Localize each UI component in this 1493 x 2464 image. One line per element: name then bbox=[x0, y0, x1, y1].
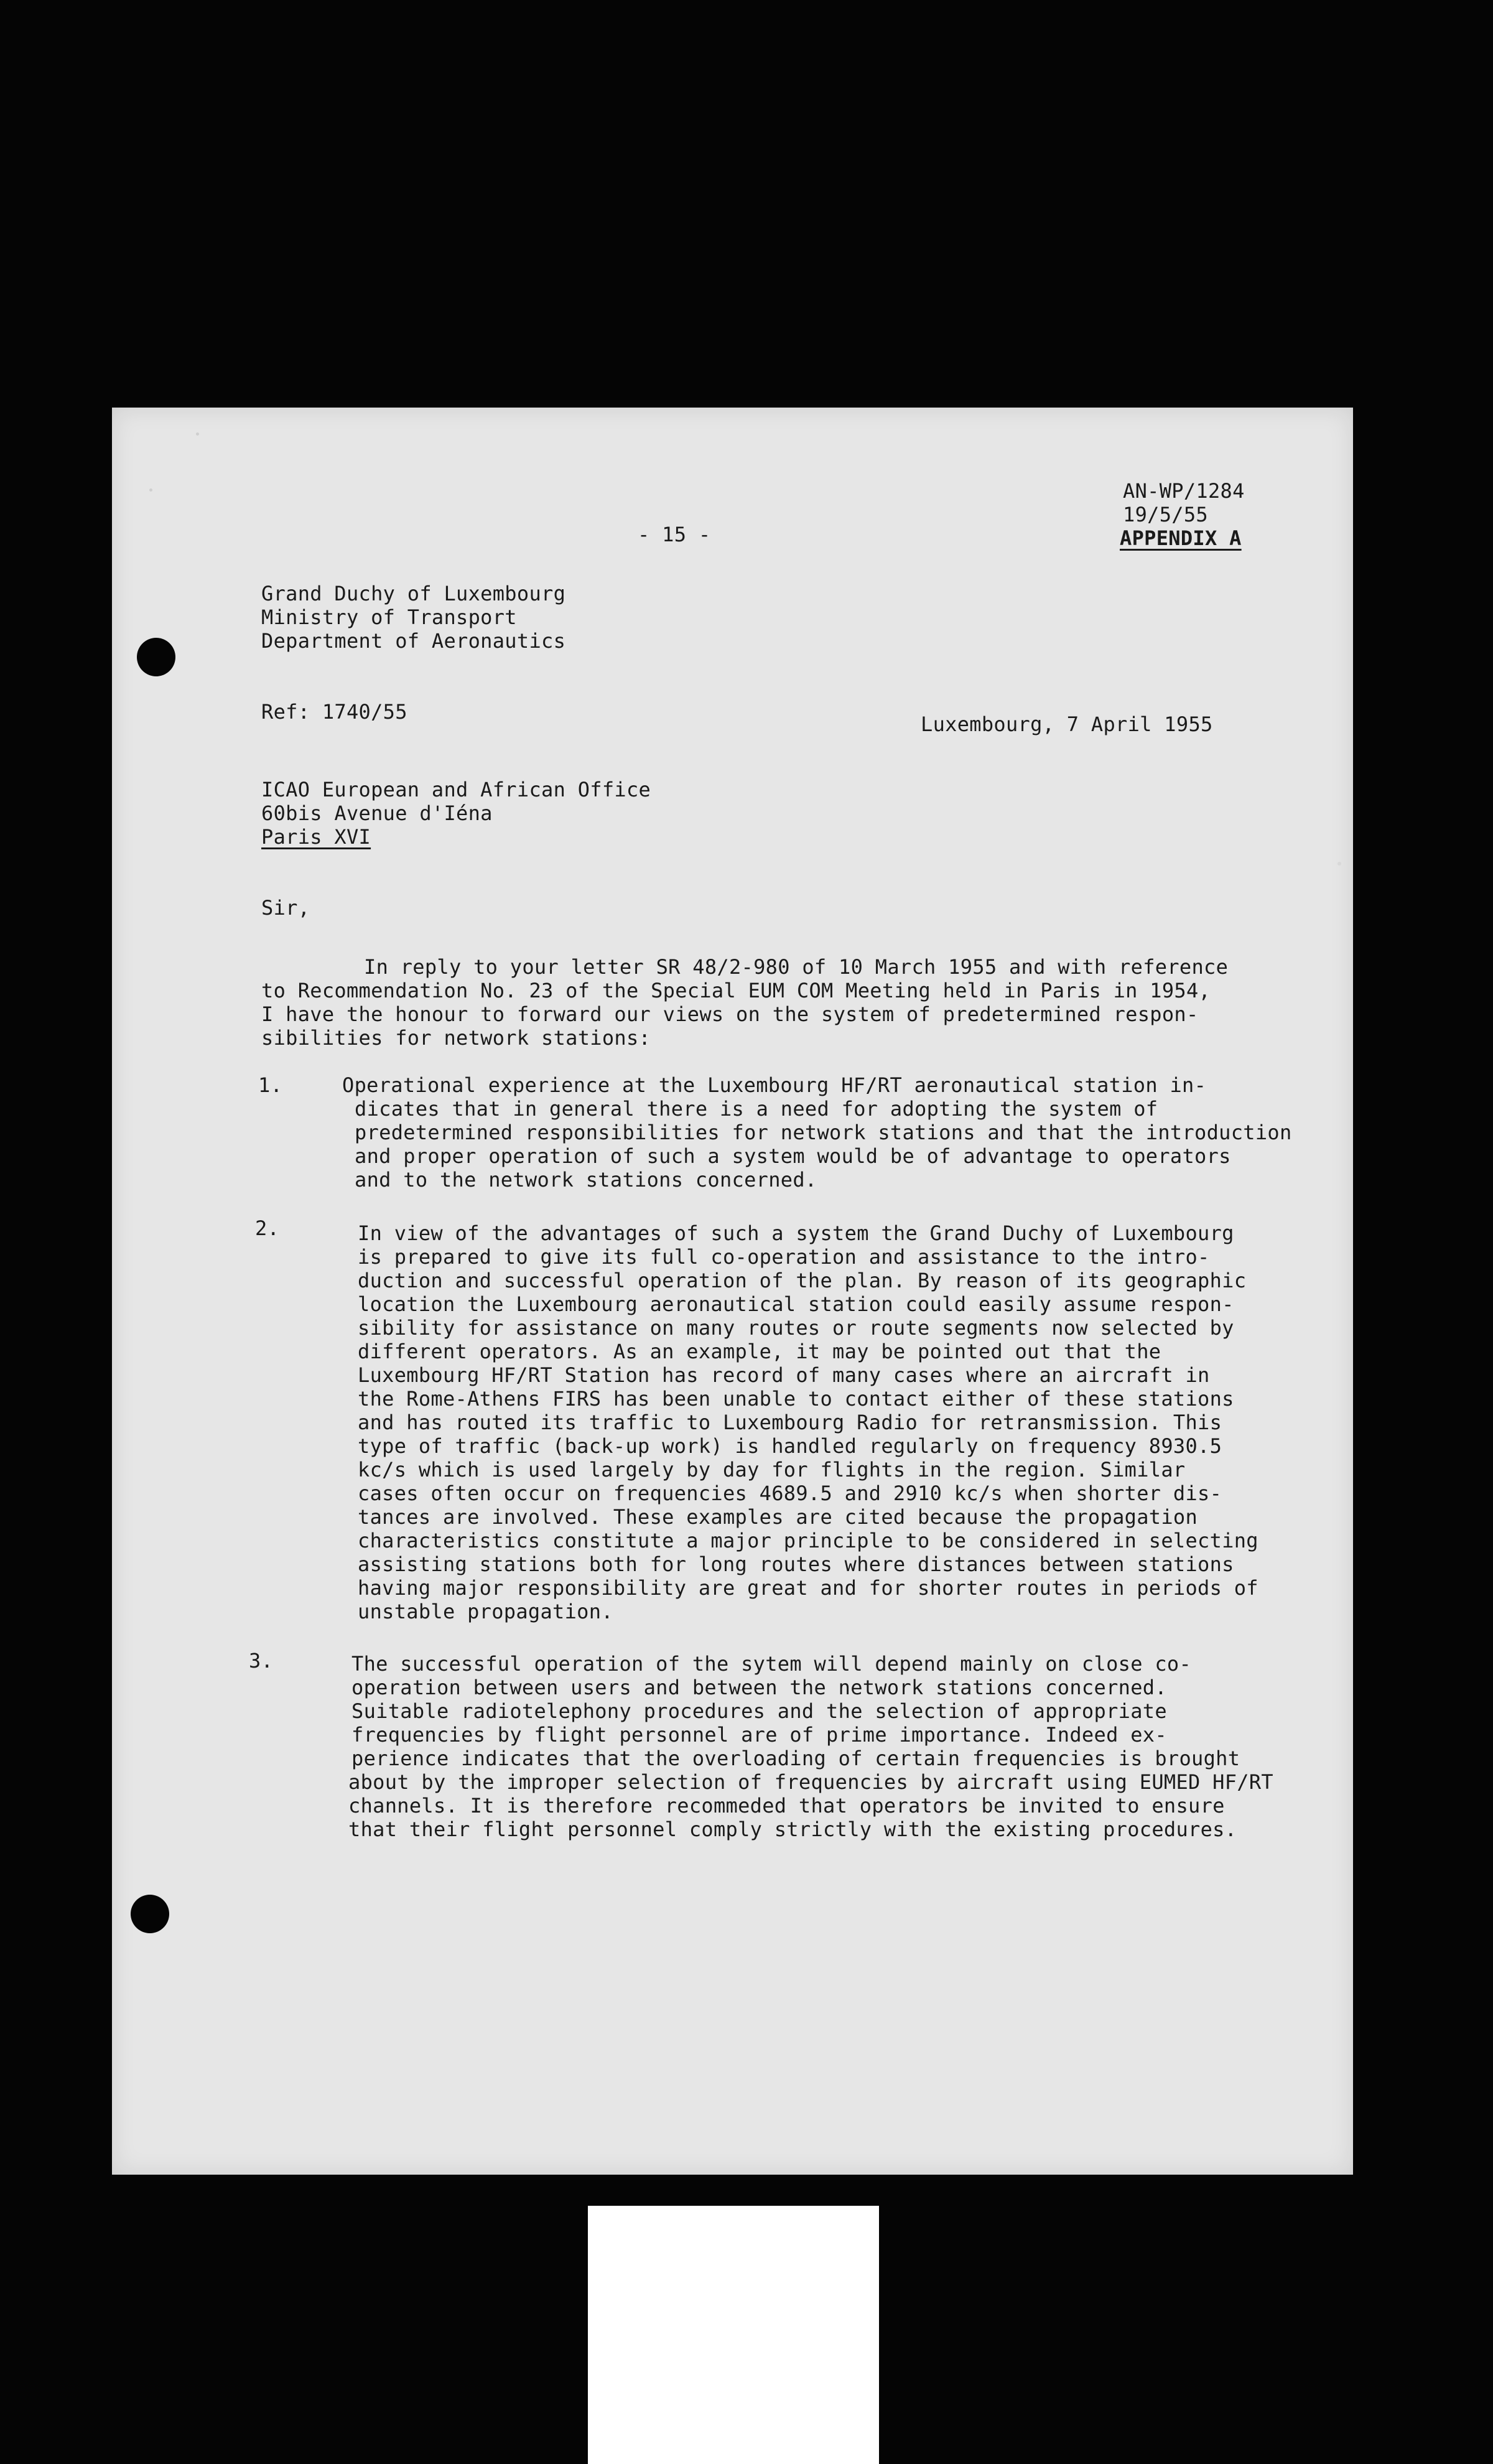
item-line: and proper operation of such a system would be of advantage to operators bbox=[355, 1144, 1231, 1168]
appendix-label: APPENDIX A bbox=[1120, 526, 1242, 550]
place-date: Luxembourg, 7 April 1955 bbox=[921, 712, 1213, 736]
item-line: operation between users and between the network stations concerned. bbox=[351, 1676, 1167, 1699]
document-page bbox=[112, 408, 1353, 2175]
item-line: type of traffic (back-up work) is handled regularly on frequency 8930.5 bbox=[358, 1434, 1222, 1458]
item-number: 1. bbox=[258, 1073, 283, 1097]
item-line: location the Luxembourg aeronautical station could easily assume respon- bbox=[358, 1292, 1234, 1316]
recipient-line-3: Paris XVI bbox=[261, 825, 371, 849]
item-line: having major responsibility are great and for shorter routes in periods of bbox=[358, 1576, 1258, 1600]
item-line: the Rome-Athens FIRS has been unable to contact either of these stations bbox=[358, 1387, 1234, 1411]
item-line: In view of the advantages of such a system the Grand Duchy of Luxembourg bbox=[358, 1221, 1234, 1245]
item-line: kc/s which is used largely by day for flights in the region. Similar bbox=[358, 1458, 1186, 1482]
punch-hole-bottom bbox=[131, 1895, 169, 1933]
item-line: duction and successful operation of the plan. By reason of its geographic bbox=[358, 1269, 1247, 1292]
recipient-line-1: ICAO European and African Office bbox=[261, 778, 651, 801]
item-line: dicates that in general there is a need for adopting the system of bbox=[355, 1097, 1158, 1121]
item-line: characteristics constitute a major principle to be considered in selecting bbox=[358, 1529, 1258, 1552]
sender-line-2: Ministry of Transport bbox=[261, 605, 517, 629]
sender-line-3: Department of Aeronautics bbox=[261, 629, 566, 653]
item-line: Suitable radiotelephony procedures and the selection of appropriate bbox=[351, 1699, 1167, 1723]
color-target-card bbox=[588, 2206, 879, 2464]
item-line: frequencies by flight personnel are of prime importance. Indeed ex- bbox=[351, 1723, 1167, 1747]
item-line: The successful operation of the sytem will depend mainly on close co- bbox=[351, 1652, 1192, 1676]
film-speck bbox=[149, 488, 152, 492]
item-line: and has routed its traffic to Luxembourg Radio for retransmission. This bbox=[358, 1411, 1222, 1434]
doc-reference: AN-WP/1284 bbox=[1123, 479, 1245, 503]
item-line: about by the improper selection of frequencies by aircraft using EUMED HF/RT bbox=[348, 1770, 1273, 1794]
item-line: channels. It is therefore recommeded that operators be invited to ensure bbox=[348, 1794, 1225, 1818]
sender-line-1: Grand Duchy of Luxembourg bbox=[261, 582, 566, 605]
intro-line: sibilities for network stations: bbox=[261, 1026, 651, 1050]
intro-line: In reply to your letter SR 48/2-980 of 10 March 1955 and with reference bbox=[364, 955, 1229, 979]
item-line: predetermined responsibilities for network stations and that the introduction bbox=[355, 1121, 1292, 1144]
film-speck bbox=[196, 432, 199, 436]
item-line: different operators. As an example, it may be pointed out that the bbox=[358, 1340, 1161, 1363]
item-line: Operational experience at the Luxembourg HF/RT aeronautical station in- bbox=[342, 1073, 1207, 1097]
reference-number: Ref: 1740/55 bbox=[261, 700, 407, 724]
recipient-line-2: 60bis Avenue d'Iéna bbox=[261, 801, 493, 825]
item-line: perience indicates that the overloading of certain frequencies is brought bbox=[351, 1747, 1240, 1770]
page-number: - 15 - bbox=[638, 523, 711, 546]
salutation: Sir, bbox=[261, 896, 310, 920]
doc-date: 19/5/55 bbox=[1123, 503, 1208, 526]
item-line: Luxembourg HF/RT Station has record of many cases where an aircraft in bbox=[358, 1363, 1210, 1387]
item-line: tances are involved. These examples are cited because the propagation bbox=[358, 1505, 1198, 1529]
item-line: unstable propagation. bbox=[358, 1600, 613, 1623]
intro-line: to Recommendation No. 23 of the Special EUM COM Meeting held in Paris in 1954, bbox=[261, 979, 1211, 1002]
intro-line: I have the honour to forward our views on the system of predetermined respon- bbox=[261, 1002, 1199, 1026]
item-line: cases often occur on frequencies 4689.5 and 2910 kc/s when shorter dis- bbox=[358, 1482, 1222, 1505]
item-line: assisting stations both for long routes where distances between stations bbox=[358, 1552, 1234, 1576]
punch-hole-top bbox=[137, 638, 175, 676]
paper-speck bbox=[1337, 862, 1341, 866]
item-line: sibility for assistance on many routes or route segments now selected by bbox=[358, 1316, 1234, 1340]
item-line: that their flight personnel comply strictly with the existing procedures. bbox=[348, 1818, 1237, 1841]
item-line: and to the network stations concerned. bbox=[355, 1168, 817, 1192]
item-number: 2. bbox=[255, 1216, 280, 1240]
item-number: 3. bbox=[249, 1649, 274, 1673]
item-line: is prepared to give its full co-operation and assistance to the intro- bbox=[358, 1245, 1210, 1269]
